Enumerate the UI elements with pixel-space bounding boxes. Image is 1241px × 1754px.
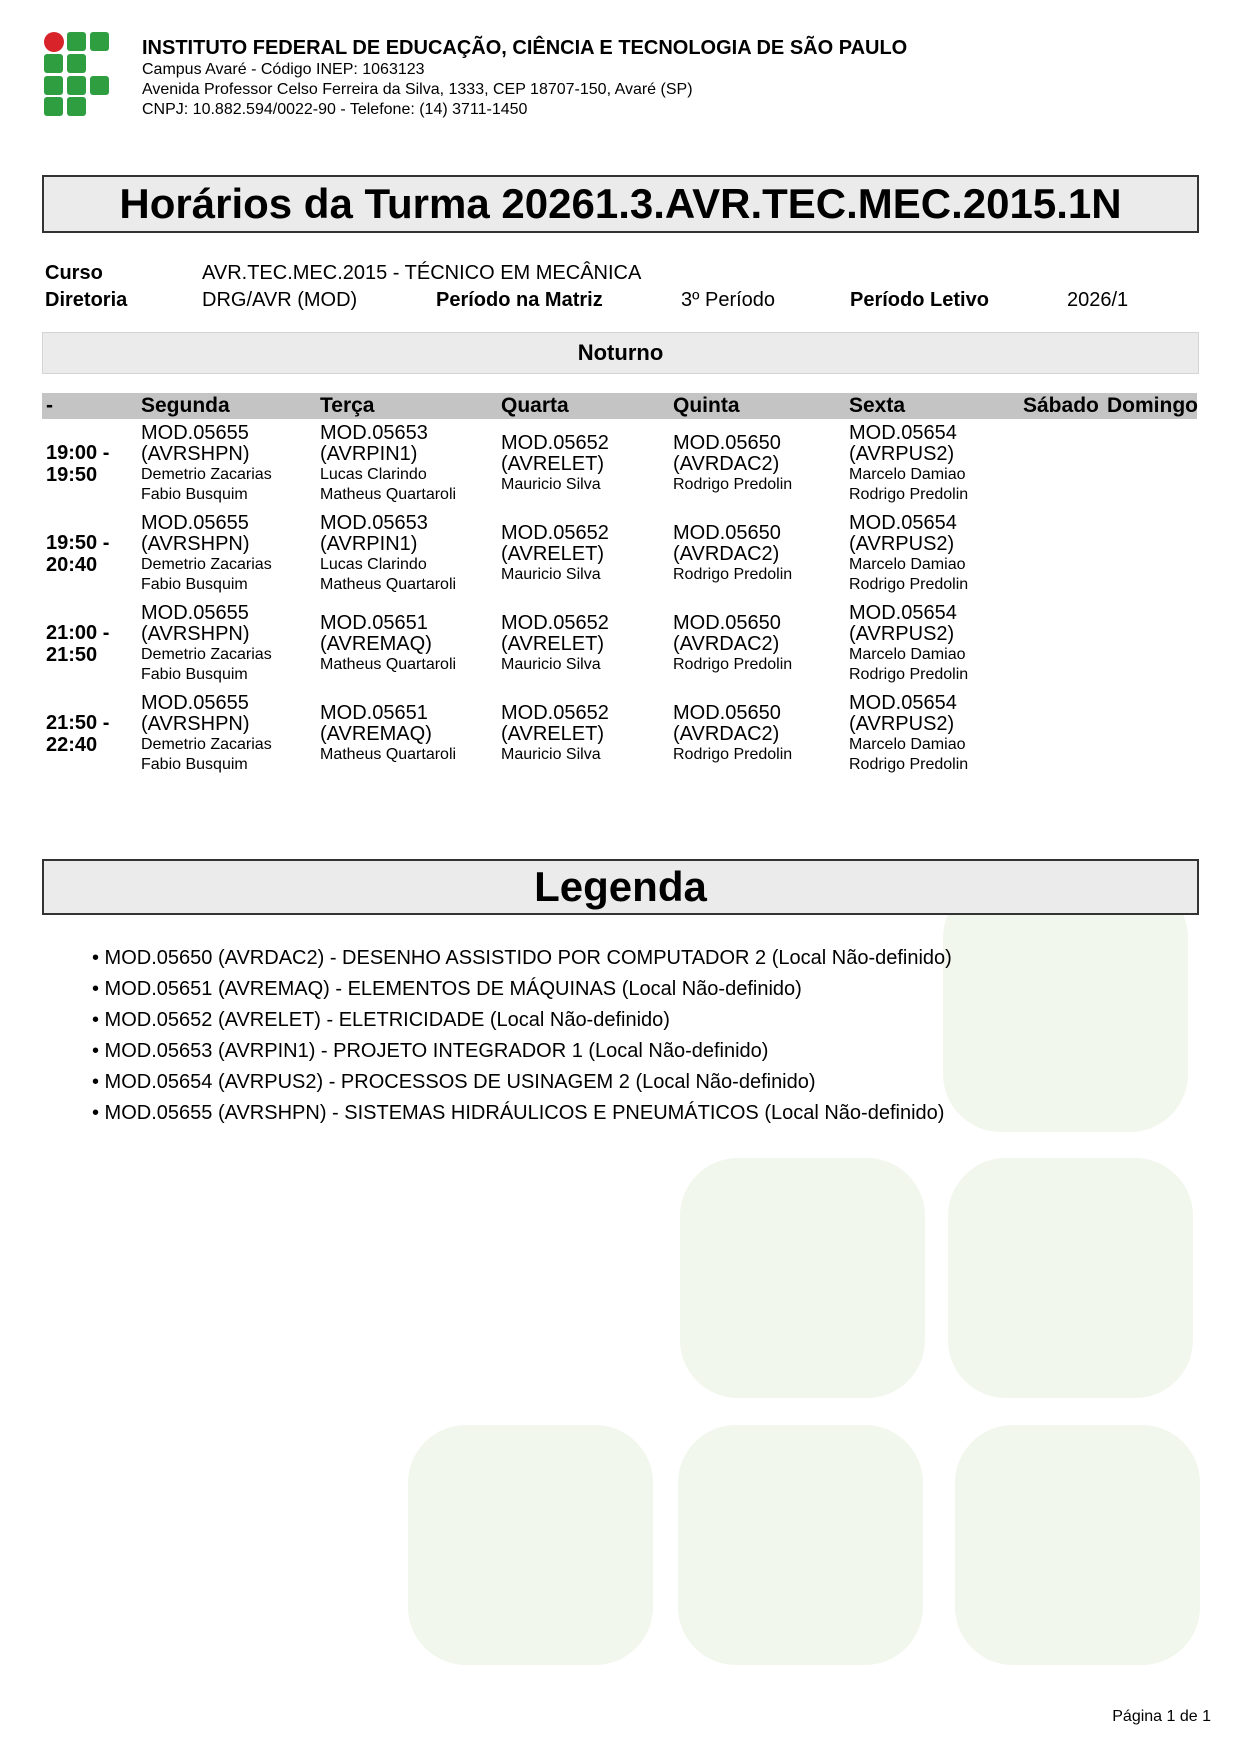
- class-code: (AVRELET): [501, 633, 604, 655]
- periodo-matriz-value: 3º Período: [681, 289, 776, 311]
- time-range: 19:50 -: [46, 532, 110, 554]
- class-cell: [316, 419, 497, 509]
- legend-item: • MOD.05653 (AVRPIN1) - PROJETO INTEGRADOR 1 (Local Não-definido): [92, 1040, 769, 1062]
- class-code: (AVRPUS2): [849, 713, 955, 735]
- teacher-name: Lucas Clarindo: [320, 466, 427, 483]
- diretoria-label: Diretoria: [45, 289, 128, 311]
- watermark-square: [680, 1158, 925, 1398]
- class-cell: [669, 509, 845, 599]
- class-code: MOD.05655: [141, 422, 249, 444]
- class-code: MOD.05652: [501, 432, 609, 454]
- empty-cell: [1019, 419, 1107, 509]
- class-code: (AVRPUS2): [849, 443, 955, 465]
- table-row: [42, 419, 1197, 509]
- teacher-name: Matheus Quartaroli: [320, 576, 457, 593]
- legend-item: • MOD.05651 (AVREMAQ) - ELEMENTOS DE MÁQUINAS (Local Não-definido): [92, 978, 802, 1000]
- teacher-name: Marcelo Damiao: [849, 646, 966, 663]
- empty-cell: [1107, 509, 1197, 599]
- class-code: (AVRPIN1): [320, 443, 418, 465]
- class-code: (AVRELET): [501, 543, 604, 565]
- class-code: (AVRDAC2): [673, 723, 780, 745]
- empty-cell: [1107, 419, 1197, 509]
- curso-label: Curso: [45, 262, 103, 284]
- table-header-row: [42, 393, 1197, 419]
- time-range: 21:50: [46, 644, 98, 666]
- class-code: MOD.05655: [141, 692, 249, 714]
- teacher-name: Matheus Quartaroli: [320, 486, 457, 503]
- teacher-name: Matheus Quartaroli: [320, 656, 457, 673]
- class-code: MOD.05653: [320, 512, 428, 534]
- teacher-name: Rodrigo Predolin: [673, 656, 793, 673]
- legend-item: • MOD.05655 (AVRSHPN) - SISTEMAS HIDRÁULICOS E PNEUMÁTICOS (Local Não-definido): [92, 1102, 945, 1124]
- legend-list: [92, 943, 952, 1129]
- class-cell: [316, 599, 497, 689]
- class-cell: [845, 689, 1019, 779]
- empty-cell: [1019, 509, 1107, 599]
- table-row: [42, 599, 1197, 689]
- institution-name: INSTITUTO FEDERAL DE EDUCAÇÃO, CIÊNCIA E TECNOLOGIA DE SÃO PAULO: [142, 37, 908, 59]
- class-code: MOD.05653: [320, 422, 428, 444]
- column-header: Terça: [316, 393, 497, 419]
- teacher-name: Rodrigo Predolin: [673, 746, 793, 763]
- class-code: (AVRDAC2): [673, 633, 780, 655]
- class-code: MOD.05652: [501, 522, 609, 544]
- class-code: (AVRELET): [501, 453, 604, 475]
- time-range: 21:00 -: [46, 622, 110, 644]
- teacher-name: Lucas Clarindo: [320, 556, 427, 573]
- class-code: (AVRSHPN): [141, 713, 250, 735]
- teacher-name: Mauricio Silva: [501, 476, 601, 493]
- teacher-name: Fabio Busquim: [141, 666, 248, 683]
- class-cell: [845, 599, 1019, 689]
- page-number: Página 1 de 1: [1112, 1708, 1211, 1725]
- watermark-square: [408, 1425, 653, 1665]
- teacher-name: Mauricio Silva: [501, 566, 601, 583]
- empty-cell: [1019, 689, 1107, 779]
- teacher-name: Rodrigo Predolin: [849, 756, 969, 773]
- teacher-name: Fabio Busquim: [141, 756, 248, 773]
- class-code: MOD.05651: [320, 702, 428, 724]
- time-range: 22:40: [46, 734, 98, 756]
- table-row: [42, 689, 1197, 779]
- class-code: MOD.05650: [673, 522, 781, 544]
- page-title: Horários da Turma 20261.3.AVR.TEC.MEC.2015.1N: [42, 175, 1199, 233]
- class-code: MOD.05655: [141, 512, 249, 534]
- class-cell: [669, 599, 845, 689]
- class-cell: [845, 419, 1019, 509]
- class-cell: [669, 419, 845, 509]
- shift-header: Noturno: [42, 332, 1199, 374]
- watermark-square: [948, 1158, 1193, 1398]
- teacher-name: Rodrigo Predolin: [849, 486, 969, 503]
- class-cell: [669, 689, 845, 779]
- class-code: MOD.05654: [849, 512, 957, 534]
- class-cell: [316, 509, 497, 599]
- legend-item: • MOD.05654 (AVRPUS2) - PROCESSOS DE USINAGEM 2 (Local Não-definido): [92, 1071, 816, 1093]
- class-code: (AVREMAQ): [320, 633, 432, 655]
- teacher-name: Demetrio Zacarias: [141, 646, 272, 663]
- class-cell: [316, 689, 497, 779]
- diretoria-value: DRG/AVR (MOD): [202, 289, 358, 311]
- class-code: MOD.05652: [501, 612, 609, 634]
- periodo-letivo-value: 2026/1: [1067, 289, 1129, 311]
- class-code: (AVRELET): [501, 723, 604, 745]
- teacher-name: Mauricio Silva: [501, 746, 601, 763]
- schedule-table: [42, 393, 1197, 779]
- class-cell: [137, 509, 316, 599]
- teacher-name: Rodrigo Predolin: [673, 476, 793, 493]
- watermark-square: [678, 1425, 923, 1665]
- legend-item: • MOD.05650 (AVRDAC2) - DESENHO ASSISTIDO POR COMPUTADOR 2 (Local Não-definido): [92, 947, 952, 969]
- institute-logo: [44, 32, 112, 116]
- class-code: MOD.05655: [141, 602, 249, 624]
- teacher-name: Fabio Busquim: [141, 576, 248, 593]
- teacher-name: Demetrio Zacarias: [141, 466, 272, 483]
- campus-line: Campus Avaré - Código INEP: 1063123: [142, 61, 425, 78]
- class-code: (AVRPIN1): [320, 533, 418, 555]
- class-cell: [497, 419, 669, 509]
- column-header: Domingo: [1107, 394, 1198, 417]
- class-code: MOD.05651: [320, 612, 428, 634]
- teacher-name: Fabio Busquim: [141, 486, 248, 503]
- class-code: (AVRSHPN): [141, 623, 250, 645]
- class-cell: [845, 509, 1019, 599]
- time-range: 20:40: [46, 554, 98, 576]
- periodo-matriz-label: Período na Matriz: [436, 289, 603, 311]
- teacher-name: Matheus Quartaroli: [320, 746, 457, 763]
- teacher-name: Marcelo Damiao: [849, 466, 966, 483]
- column-header: Sábado: [1019, 393, 1107, 419]
- time-cell: [42, 509, 137, 599]
- legend-title: Legenda: [42, 859, 1199, 915]
- empty-cell: [1019, 599, 1107, 689]
- class-cell: [497, 509, 669, 599]
- class-cell: [137, 419, 316, 509]
- address-line: Avenida Professor Celso Ferreira da Silva, 1333, CEP 18707-150, Avaré (SP): [142, 81, 693, 98]
- logo-red-circle: [44, 32, 64, 52]
- empty-cell: [1107, 599, 1197, 689]
- class-cell: [497, 599, 669, 689]
- time-range: 19:00 -: [46, 442, 110, 464]
- class-code: MOD.05654: [849, 422, 957, 444]
- time-cell: [42, 599, 137, 689]
- class-code: (AVRSHPN): [141, 443, 250, 465]
- institution-header: [142, 36, 907, 120]
- legend-item: • MOD.05652 (AVRELET) - ELETRICIDADE (Local Não-definido): [92, 1009, 670, 1031]
- class-code: MOD.05650: [673, 702, 781, 724]
- teacher-name: Mauricio Silva: [501, 656, 601, 673]
- class-cell: [137, 689, 316, 779]
- teacher-name: Demetrio Zacarias: [141, 556, 272, 573]
- time-cell: [42, 689, 137, 779]
- course-info: [45, 260, 1195, 316]
- curso-value: AVR.TEC.MEC.2015 - TÉCNICO EM MECÂNICA: [202, 262, 642, 284]
- empty-cell: [1107, 689, 1197, 779]
- watermark-square: [943, 880, 1188, 1132]
- class-code: (AVRPUS2): [849, 623, 955, 645]
- column-header: -: [42, 393, 137, 419]
- time-cell: [42, 419, 137, 509]
- class-code: MOD.05654: [849, 692, 957, 714]
- teacher-name: Marcelo Damiao: [849, 556, 966, 573]
- teacher-name: Rodrigo Predolin: [673, 566, 793, 583]
- class-code: MOD.05650: [673, 612, 781, 634]
- class-code: (AVRDAC2): [673, 453, 780, 475]
- time-range: 19:50: [46, 464, 98, 486]
- class-cell: [137, 599, 316, 689]
- class-code: (AVRSHPN): [141, 533, 250, 555]
- watermark-square: [955, 1425, 1200, 1665]
- class-cell: [497, 689, 669, 779]
- periodo-letivo-label: Período Letivo: [850, 289, 989, 311]
- table-row: [42, 509, 1197, 599]
- column-header: Segunda: [137, 393, 316, 419]
- teacher-name: Demetrio Zacarias: [141, 736, 272, 753]
- time-range: 21:50 -: [46, 712, 110, 734]
- teacher-name: Rodrigo Predolin: [849, 576, 969, 593]
- column-header: Sexta: [845, 393, 1019, 419]
- teacher-name: Marcelo Damiao: [849, 736, 966, 753]
- class-code: (AVRDAC2): [673, 543, 780, 565]
- class-code: MOD.05652: [501, 702, 609, 724]
- class-code: MOD.05650: [673, 432, 781, 454]
- column-header: Quinta: [669, 393, 845, 419]
- cnpj-line: CNPJ: 10.882.594/0022-90 - Telefone: (14) 3711-1450: [142, 101, 528, 118]
- teacher-name: Rodrigo Predolin: [849, 666, 969, 683]
- class-code: MOD.05654: [849, 602, 957, 624]
- column-header: Quarta: [497, 393, 669, 419]
- class-code: (AVREMAQ): [320, 723, 432, 745]
- class-code: (AVRPUS2): [849, 533, 955, 555]
